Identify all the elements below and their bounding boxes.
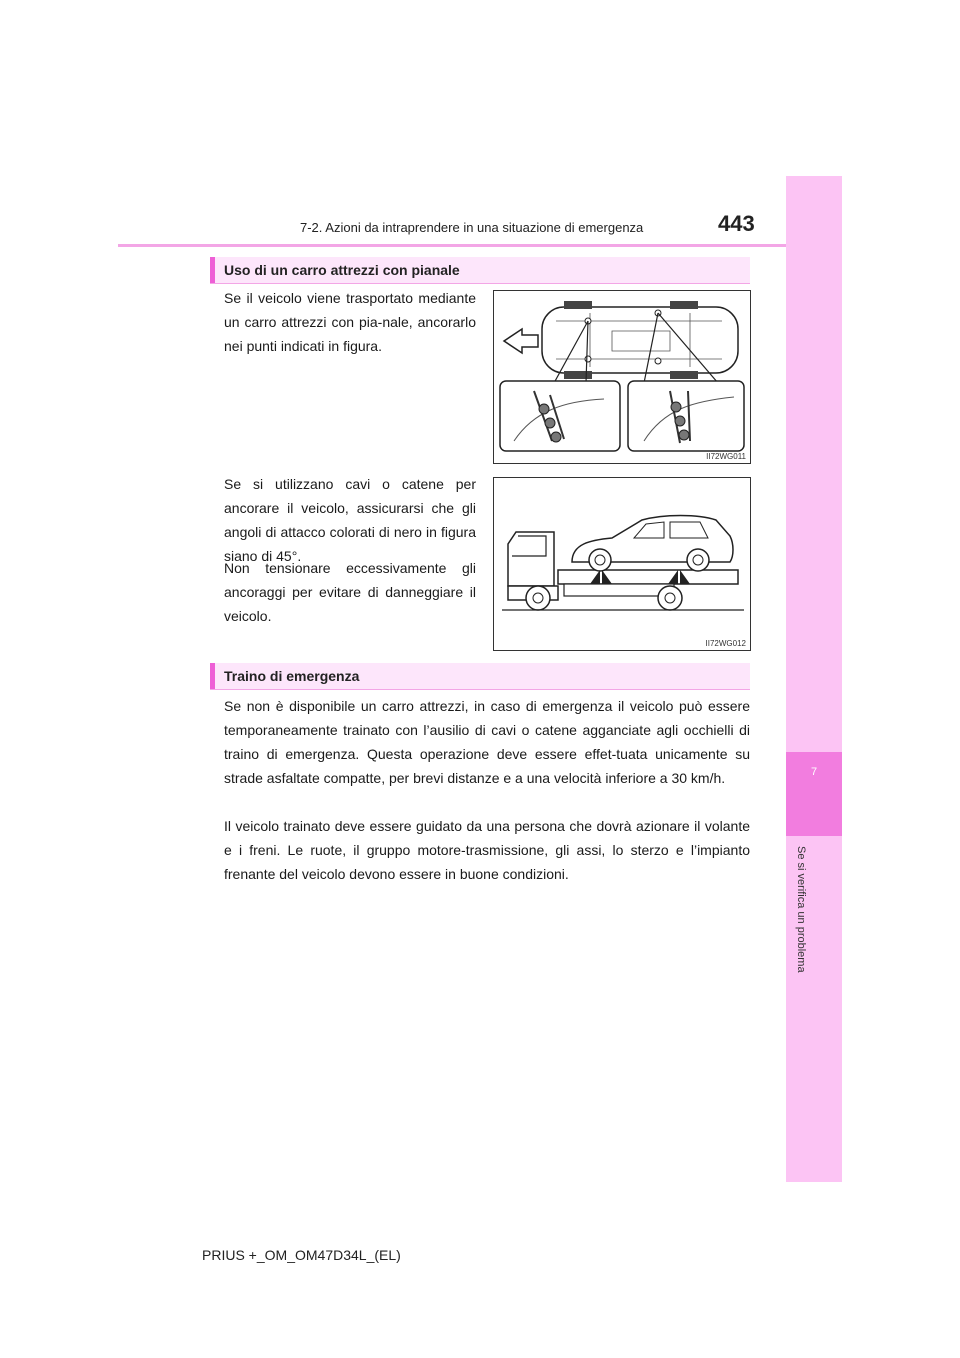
section-heading-flatbed (210, 257, 750, 284)
section-heading-emergency-towing-text: Traino di emergenza (224, 668, 360, 684)
header-rule (118, 244, 786, 247)
car-underbody (542, 307, 738, 373)
chapter-label: Se si verifica un problema (795, 846, 807, 973)
flatbed (558, 570, 738, 584)
header-title: 7-2. Azioni da intraprendere in una situazione di emergenza (300, 220, 644, 235)
figure-tie-down-points (493, 290, 751, 464)
figure-code: II72WG012 (705, 639, 746, 648)
footer-model-code: PRIUS +_OM_OM47D34L_(EL) (202, 1247, 401, 1263)
towing-paragraph-1: Se non è disponibile un carro attrezzi, in caso di emergenza il veicolo può essere temporaneamente trainato con l’ausilio di cavi o catene agganciate agli occhielli di traino di emergenza. Questa operazione deve essere effet-tuata unicamente su strade asfaltate compatte, per brevi distanze e a una velocità inferiore a 30 km/h. (224, 698, 750, 786)
truck-cab (508, 532, 554, 586)
flatbed-paragraph-3: Non tensionare eccessivamente gli ancoraggi per evitare di danneggiare il veicolo. (224, 560, 476, 624)
towing-paragraph-2: Il veicolo trainato deve essere guidato da una persona che dovrà azionare il volante e i freni. Le ruote, il gruppo motore-trasmissione, gli assi, lo sterzo e l’impianto frenante del veicolo devono essere in buone condizioni. (224, 818, 750, 882)
page-number: 443 (718, 211, 755, 236)
flatbed-paragraph-1: Se il veicolo viene trasportato mediante un carro attrezzi con pia-nale, ancorarlo nei punti indicati in figura. (224, 290, 476, 354)
figure-flatbed-truck (493, 477, 751, 651)
figure-code: II72WG011 (706, 452, 746, 461)
chapter-side-tab (786, 176, 842, 1182)
chapter-number: 7 (810, 766, 818, 778)
flatbed-truck-illustration (494, 478, 750, 650)
tie-down-illustration (494, 291, 750, 463)
section-heading-emergency-towing (210, 663, 750, 690)
chapter-tab-marker (786, 752, 842, 836)
section-heading-flatbed-text: Uso di un carro attrezzi con pianale (224, 262, 460, 278)
arrow-front-icon (504, 329, 538, 353)
flatbed-paragraph-2: Se si utilizzano cavi o catene per ancorare il veicolo, assicurarsi che gli angoli di attacco colorati di nero in figura siano di 45°. (224, 476, 476, 564)
rear-tie-down-detail (628, 381, 744, 451)
